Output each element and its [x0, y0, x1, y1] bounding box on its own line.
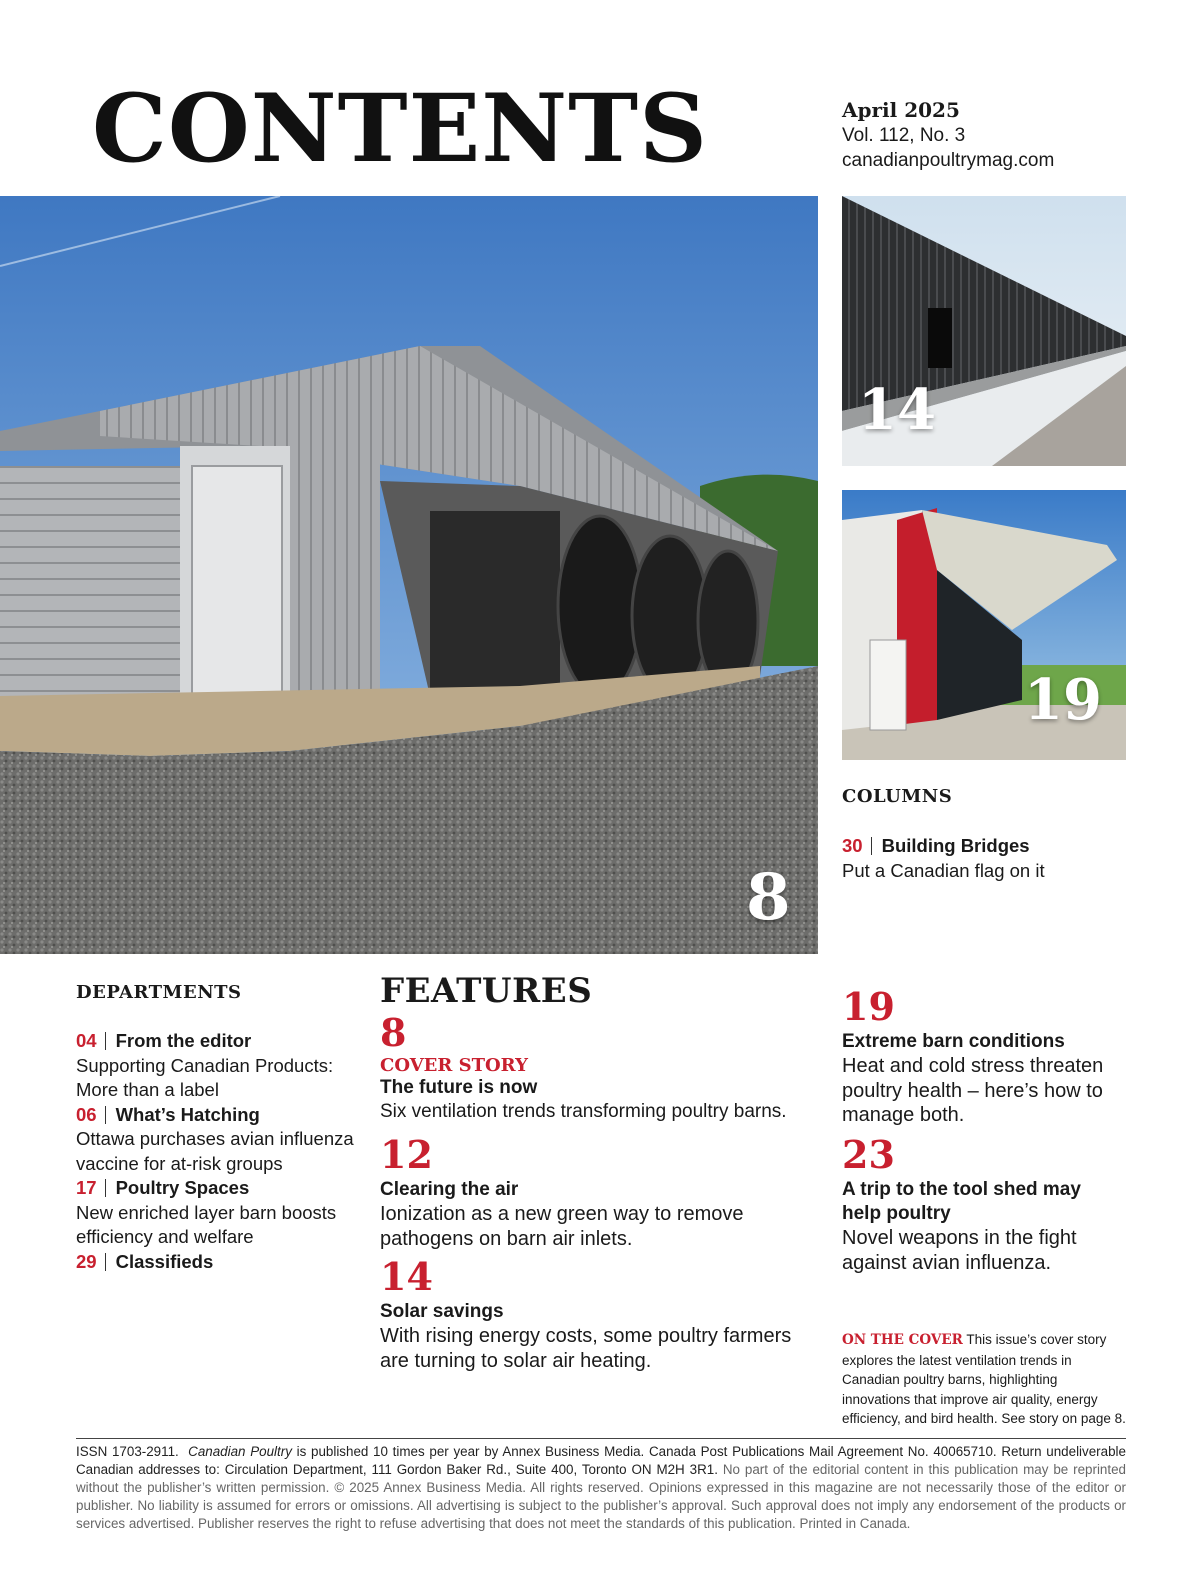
feature-title: The future is now: [380, 1077, 538, 1098]
feature-entry-12[interactable]: [380, 1132, 820, 1251]
feature-title: help poultry: [842, 1203, 951, 1224]
divider: [871, 837, 872, 855]
cover-note-text: efficiency, and bird health. See story on page 8.: [842, 1411, 1126, 1426]
department-description: vaccine for at-risk groups: [76, 1152, 283, 1174]
publication-footer: [76, 1443, 1126, 1533]
cover-note-text: innovations that improve air quality, energy: [842, 1391, 1098, 1407]
on-the-cover-label: ON THE COVER: [842, 1332, 963, 1348]
legal-notice: No part of the editorial content in this publication may be reprinted without the publisher’s written permission. © 2025 Annex Business Media. All rights reserved. Opinions expressed in this magazine are not necessarily those of the editor or publisher. No liability is assumed for errors or omissions. All advertising is subject to the publisher’s approval. Such approval does not imply any endorsement of the products or services advertised. Publisher reserves the right to refuse advertising that does not meet the standards of this publication. Printed in Canada.: [76, 1462, 1126, 1531]
feature-description: Novel weapons in the fight: [842, 1227, 1077, 1249]
feature-title: Extreme barn conditions: [842, 1031, 1065, 1052]
main-photo-page-number: 8: [746, 860, 791, 935]
department-title: Poultry Spaces: [115, 1177, 250, 1198]
departments-heading: DEPARTMENTS: [76, 982, 242, 1003]
feature-page-number: 19: [842, 984, 895, 1029]
feature-title: Solar savings: [380, 1301, 504, 1322]
department-entry[interactable]: [76, 1103, 376, 1177]
feature-description: Heat and cold stress threaten: [842, 1055, 1104, 1077]
department-page-number: 29: [76, 1250, 97, 1272]
department-entry[interactable]: [76, 1029, 376, 1103]
divider: [105, 1253, 106, 1271]
feature-description: are turning to solar air heating.: [380, 1349, 652, 1372]
publish-info: is published 10 times per year by Annex Business Media. Canada Post Publications Mail Agreement No. 40065710.: [296, 1444, 997, 1459]
cover-note-text: Canadian poultry barns, highlighting: [842, 1372, 1058, 1387]
feature-page-number: 12: [380, 1132, 433, 1177]
cover-note-text: explores the latest ventilation trends in: [842, 1352, 1072, 1368]
department-description: New enriched layer barn boosts: [76, 1201, 337, 1223]
department-page-number: 06: [76, 1103, 97, 1125]
department-title: From the editor: [115, 1030, 252, 1051]
department-page-number: 04: [76, 1030, 97, 1051]
column-page-number: 30: [842, 835, 863, 856]
department-title: What’s Hatching: [115, 1103, 260, 1125]
magazine-name: Canadian Poultry: [188, 1444, 292, 1459]
feature-entry-14[interactable]: [380, 1254, 820, 1373]
footer-divider: [76, 1438, 1126, 1439]
feature-description: poultry health – here’s how to: [842, 1079, 1103, 1102]
issue-volume: Vol. 112, No. 3: [842, 125, 966, 146]
feature-page-number: 14: [380, 1254, 433, 1299]
feature-description: Six ventilation trends transforming poultry barns.: [380, 1101, 787, 1122]
feature-description: With rising energy costs, some poultry farmers: [380, 1325, 792, 1347]
divider: [105, 1179, 106, 1197]
feature-description: manage both.: [842, 1104, 965, 1126]
column-entry[interactable]: [842, 834, 1045, 883]
feature-title: Clearing the air: [380, 1179, 519, 1200]
website-link[interactable]: canadianpoultrymag.com: [842, 150, 1055, 171]
feature-title: A trip to the tool shed may: [842, 1179, 1081, 1200]
department-description: Supporting Canadian Products:: [76, 1054, 334, 1076]
on-the-cover-note: [842, 1330, 1132, 1429]
feature-description: pathogens on barn air inlets.: [380, 1227, 633, 1250]
department-entry[interactable]: [76, 1250, 376, 1275]
department-description: efficiency and welfare: [76, 1226, 254, 1247]
departments-list: [76, 1029, 376, 1274]
department-description: Ottawa purchases avian influenza: [76, 1128, 354, 1149]
feature-14-photo: [842, 196, 1126, 466]
feature-entry-23[interactable]: [842, 1132, 1132, 1275]
feature-page-number: 8: [380, 1010, 407, 1055]
issue-info: [842, 98, 1054, 173]
features-heading: FEATURES: [380, 971, 593, 1011]
photo-14-page-number: 14: [858, 377, 936, 443]
columns-heading: COLUMNS: [842, 786, 953, 807]
photo-19-page-number: 19: [1024, 667, 1102, 733]
feature-entry-8[interactable]: [380, 1010, 820, 1125]
department-description: More than a label: [76, 1079, 219, 1100]
feature-page-number: 23: [842, 1132, 895, 1177]
column-title: Building Bridges: [881, 835, 1030, 856]
cover-story-label: COVER STORY: [380, 1055, 528, 1076]
return-address: Return undeliverable Canadian addresses to: Circulation Department, 111 Gordon Baker Rd., Suite 400, Toronto ON M2H 3R1.: [76, 1444, 1126, 1477]
divider: [105, 1032, 106, 1050]
cover-photo: [0, 196, 818, 954]
issn: ISSN 1703-2911.: [76, 1444, 179, 1459]
department-title: Classifieds: [115, 1250, 214, 1272]
department-page-number: 17: [76, 1177, 97, 1198]
feature-description: Ionization as a new green way to remove: [380, 1203, 744, 1225]
divider: [105, 1106, 106, 1124]
feature-description: against avian influenza.: [842, 1251, 1052, 1274]
page-title: CONTENTS: [92, 74, 708, 184]
column-description: Put a Canadian flag on it: [842, 859, 1045, 881]
issue-date: April 2025: [842, 98, 960, 122]
feature-19-photo: [842, 490, 1126, 760]
feature-entry-19[interactable]: [842, 984, 1132, 1128]
cover-note-text: This issue’s cover story: [966, 1332, 1107, 1347]
department-entry[interactable]: [76, 1176, 376, 1250]
